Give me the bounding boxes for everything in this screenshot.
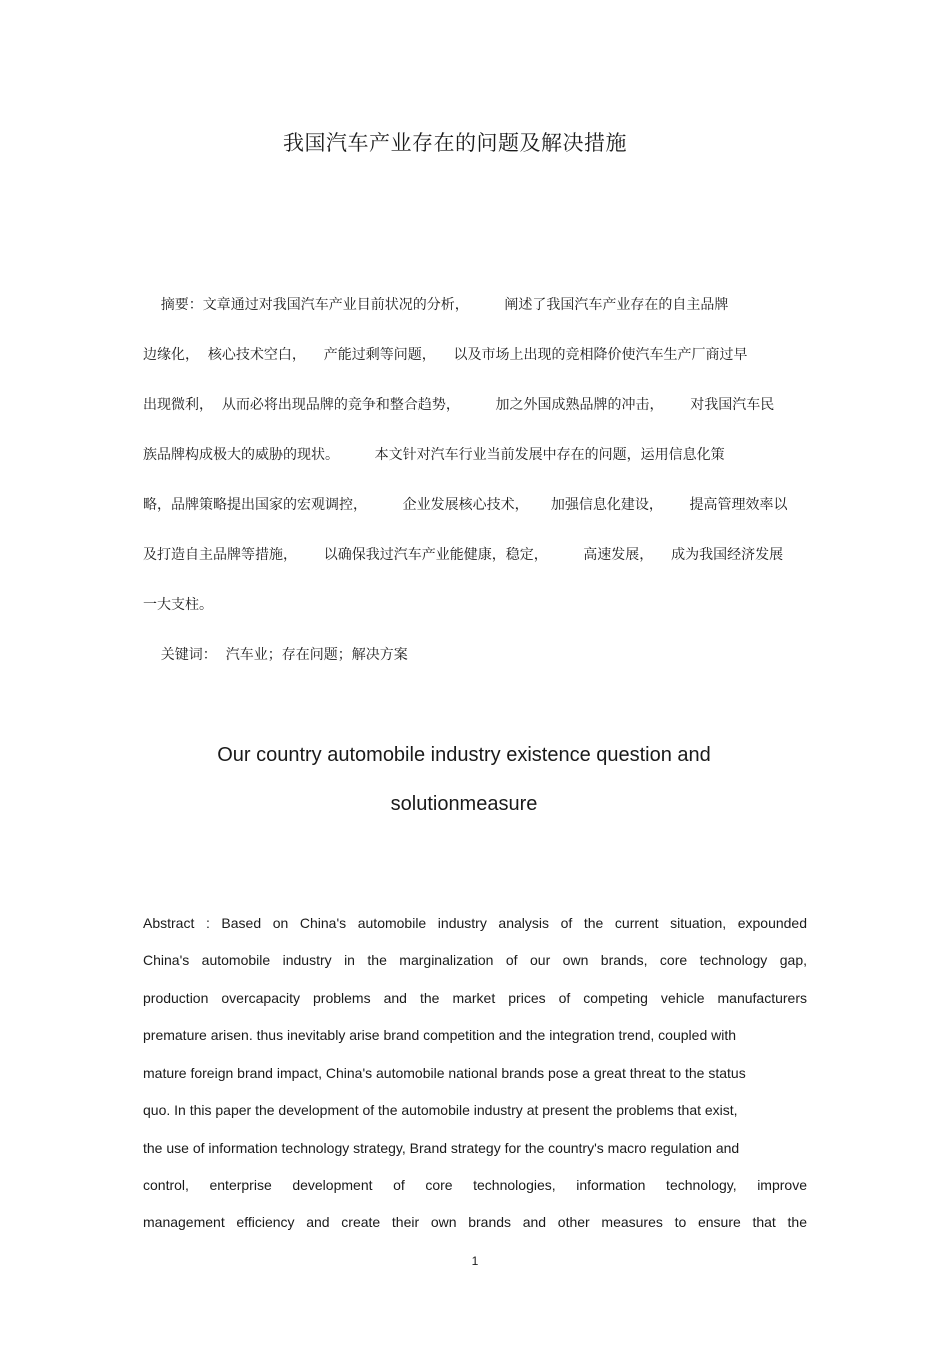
- chinese-abstract-line: 及打造自主品牌等措施， 以确保我过汽车产业能健康，稳定， 高速发展， 成为我国经济发展: [143, 547, 784, 563]
- english-abstract-line: mature foreign brand impact, China's automobile national brands pose a great threat to the status: [143, 1065, 746, 1081]
- english-title-line: Our country automobile industry existence question and: [217, 744, 711, 766]
- chinese-abstract-line: 摘要：文章通过对我国汽车产业目前状况的分析， 阐述了我国汽车产业存在的自主品牌: [143, 297, 729, 313]
- english-abstract-line: management efficiency and create their own brands and other measures to ensure that the: [143, 1214, 807, 1230]
- chinese-abstract-line: 出现微利， 从而必将出现品牌的竞争和整合趋势， 加之外国成熟品牌的冲击， 对我国汽车民: [143, 397, 775, 413]
- chinese-title: 我国汽车产业存在的问题及解决措施: [283, 131, 627, 155]
- english-title-line: solutionmeasure: [390, 793, 538, 815]
- english-abstract-line: China's automobile industry in the marginalization of our own brands, core technology gap,: [143, 952, 807, 968]
- chinese-abstract-line: 边缘化， 核心技术空白， 产能过剩等问题， 以及市场上出现的竞相降价使汽车生产厂商过早: [143, 347, 748, 363]
- english-abstract-line: quo. In this paper the development of the automobile industry at present the problems that exist,: [143, 1102, 738, 1118]
- english-abstract-line: Abstract : Based on China's automobile industry analysis of the current situation, expounded: [143, 915, 807, 931]
- english-abstract-line: premature arisen. thus inevitably arise brand competition and the integration trend, coupled with: [143, 1027, 737, 1043]
- english-abstract-line: control, enterprise development of core technologies, information technology, improve: [143, 1177, 807, 1193]
- chinese-abstract-line: 略，品牌策略提出国家的宏观调控， 企业发展核心技术， 加强信息化建设， 提高管理效率以: [143, 497, 788, 513]
- chinese-abstract-line: 一大支柱。: [143, 597, 213, 613]
- page-number: 1: [471, 1254, 479, 1268]
- english-abstract-line: the use of information technology strategy, Brand strategy for the country's macro regulation and: [143, 1140, 740, 1156]
- chinese-abstract-line: 族品牌构成极大的威胁的现状。 本文针对汽车行业当前发展中存在的问题，运用信息化策: [143, 447, 725, 463]
- chinese-keywords: 关键词： 汽车业；存在问题；解决方案: [143, 647, 408, 663]
- english-abstract-line: production overcapacity problems and the market prices of competing vehicle manufacturers: [143, 990, 807, 1006]
